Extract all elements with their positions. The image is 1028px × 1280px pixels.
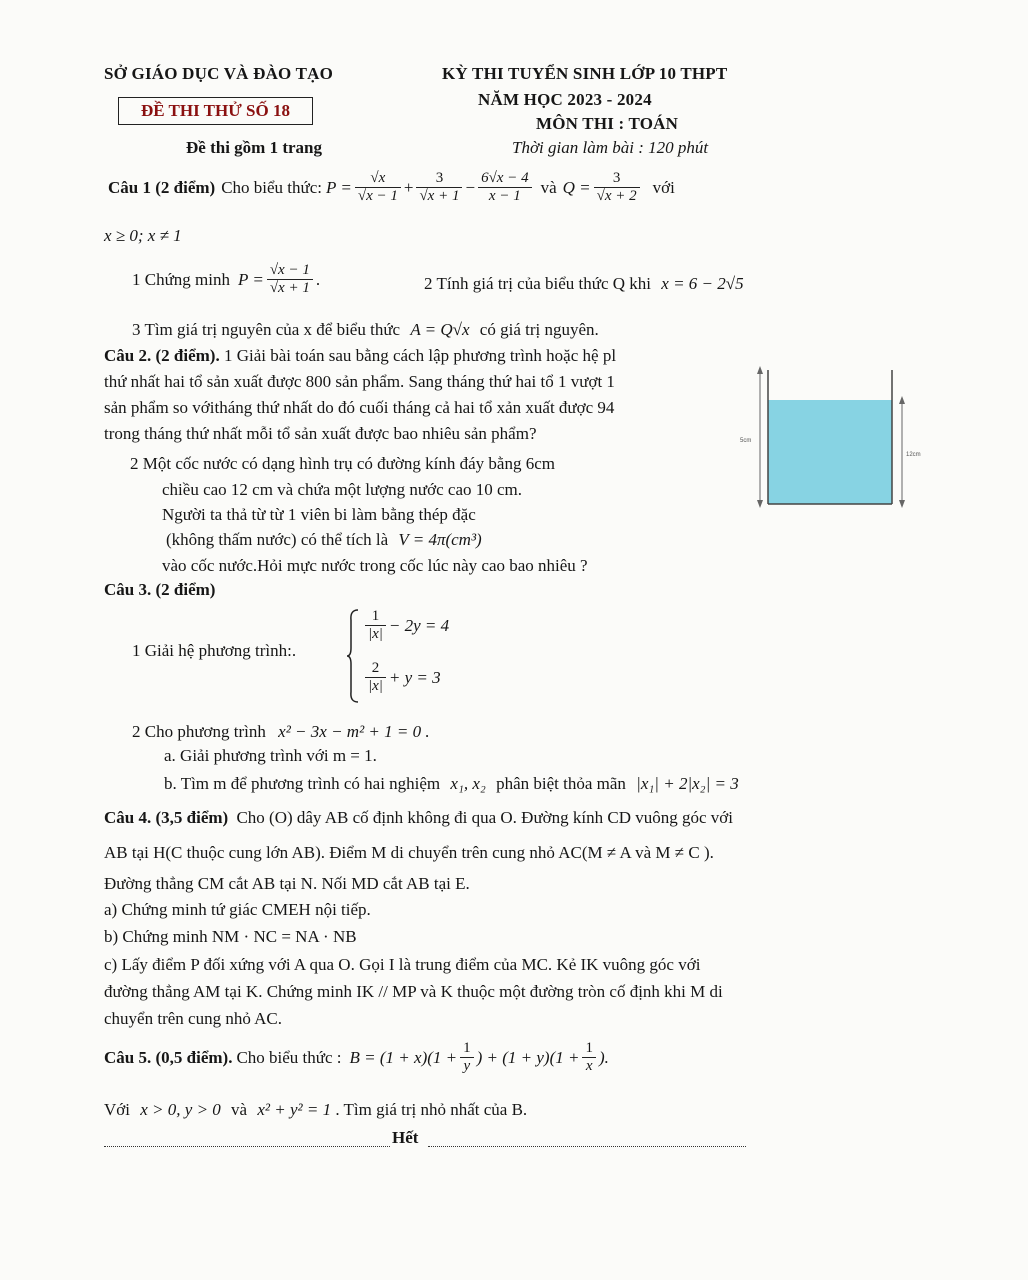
pages-note: Đề thi gồm 1 trang — [186, 138, 322, 157]
p-term-1: $\frac{√x}{√x - 1}$ — [355, 170, 401, 205]
q2-line1 — [104, 346, 616, 366]
q2-part2-line5: vào cốc nước.Hỏi mực nước trong cốc lúc này cao bao nhiêu ? — [162, 556, 588, 575]
q3-system — [346, 608, 506, 704]
q3-part2-a: a. Giải phương trình với m = 1. — [164, 746, 377, 765]
q4-line3: Đường thẳng CM cắt AB tại N. Nối MD cắt AB tại E. — [104, 874, 470, 893]
p-lhs: P = — [326, 177, 352, 197]
q4-line1 — [104, 808, 733, 828]
q5-expr-a: B = (1 + x)(1 + — [349, 1047, 458, 1067]
brace-icon — [346, 608, 360, 704]
q5-intro: Cho biểu thức : — [236, 1047, 342, 1067]
q1-expression-line: Câu 1 (2 điểm) Cho biểu thức: P = $\frac{√x}{√x - 1}$ + $\frac{3}{√x + 1}$ − $\frac{6√x - 4}{x - 1}$ và Q = $\frac{3}{√x + 2}$ với — [108, 170, 675, 204]
q4-part-a: a) Chứng minh tứ giác CMEH nội tiếp. — [104, 900, 371, 919]
end-marker: Hết — [392, 1128, 419, 1147]
q4-line1-text: Cho (O) dây AB cố định không đi qua O. Đường kính CD vuông góc với — [236, 808, 734, 827]
q1-part3-text: 3 Tìm giá trị nguyên của x để biểu thức — [132, 320, 401, 339]
subject: MÔN THI : TOÁN — [536, 114, 679, 133]
q1-label: Câu 1 (2 điểm) — [108, 177, 216, 197]
q1-part2-math: x = 6 − 2√5 — [661, 274, 744, 293]
q2-line4: trong tháng thứ nhất mỗi tổ sản xuất được bao nhiêu sản phẩm? — [104, 424, 537, 443]
q1-part1-lhs: P = — [238, 269, 264, 289]
q1-part3-end: có giá trị nguyên. — [479, 320, 599, 339]
and-word: và — [540, 177, 557, 197]
q1-condition: x ≥ 0; x ≠ 1 — [104, 226, 182, 245]
q5-line2-c: . Tìm giá trị nhỏ nhất của B. — [335, 1100, 528, 1119]
q1-intro: Cho biểu thức: — [221, 177, 323, 197]
arrow-head-down-icon — [757, 500, 763, 508]
q2-line1-text: 1 Giải bài toán sau bằng cách lập phương trình hoặc hệ pl — [223, 346, 617, 365]
q1-part1-fraction: $\frac{√x - 1}{√x + 1}$ — [267, 262, 313, 297]
q4-part-c-line3: chuyển trên cung nhỏ AC. — [104, 1009, 282, 1028]
arrow-head-down-icon — [899, 500, 905, 508]
q2-part2-line4-text: (không thấm nước) có thể tích là — [166, 530, 389, 549]
q3-part2-b — [164, 774, 739, 794]
q3-eq2: $\frac{2}{|x|}$ + y = 3 — [362, 660, 441, 695]
q5-line2-a: Với — [104, 1100, 130, 1119]
q3-eq1: $\frac{1}{|x|}$ − 2y = 4 — [362, 608, 449, 643]
q4-part-c-line2: đường thẳng AM tại K. Chứng minh IK // MP và K thuộc một đường tròn cố định khi M di — [104, 982, 723, 1001]
q1-part3-math: A = Q√x — [410, 320, 470, 339]
department-title: SỞ GIÁO DỤC VÀ ĐÀO TẠO — [104, 64, 334, 83]
q1-part3 — [132, 320, 599, 340]
q2-volume: V = 4π(cm³) — [398, 530, 482, 549]
q-term: $\frac{3}{√x + 2}$ — [594, 170, 640, 205]
q5-expr-c: ). — [598, 1047, 609, 1067]
q5-label: Câu 5. (0,5 điểm). — [104, 1047, 233, 1067]
end-dots-left — [104, 1146, 390, 1147]
school-year: NĂM HỌC 2023 - 2024 — [478, 90, 652, 109]
with-word: với — [652, 177, 675, 197]
p-term-3: $\frac{6√x - 4}{x - 1}$ — [478, 170, 532, 205]
q1-part1: 1 Chứng minh P = $\frac{√x - 1}{√x + 1}$ . — [132, 262, 321, 296]
q2-line2: thứ nhất hai tổ sản xuất được 800 sản phẩm. Sang tháng thứ hai tổ 1 vượt 1 — [104, 372, 615, 391]
q3-part1-text: 1 Giải hệ phương trình:. — [132, 641, 297, 660]
q3-part2-text: 2 Cho phương trình — [132, 722, 266, 741]
q2-part2-line2: chiều cao 12 cm và chứa một lượng nước cao 10 cm. — [162, 480, 523, 499]
q5-domain: x > 0, y > 0 — [140, 1100, 221, 1119]
q4-part-c-line1: c) Lấy điểm P đối xứng với A qua O. Gọi I là trung điểm của MC. Kẻ IK vuông góc với — [104, 955, 701, 974]
water-fill — [768, 400, 892, 504]
q5-line2 — [104, 1100, 527, 1120]
q3-part2-eq: x² − 3x − m² + 1 = 0 . — [278, 722, 430, 741]
q2-label: Câu 2. (2 điểm). — [104, 346, 220, 365]
q5-frac-1: $\frac{1}{y}$ — [460, 1040, 474, 1075]
exam-title: KỲ THI TUYỂN SINH LỚP 10 THPT — [442, 64, 728, 83]
arrow-head-up-icon — [899, 396, 905, 404]
q4-line2: AB tại H(C thuộc cung lớn AB). Điểm M di chuyển trên cung nhỏ AC(M ≠ A và M ≠ C ). — [104, 843, 714, 862]
water-cup-figure — [740, 364, 930, 514]
q3-condition: |x₁| + 2|x₂| = 3 — [636, 774, 739, 793]
q5-frac-2: $\frac{1}{x}$ — [582, 1040, 596, 1075]
q4-part-b: b) Chứng minh NM · NC = NA · NB — [104, 927, 357, 946]
q2-part2-line4 — [166, 530, 482, 550]
q3-part2 — [132, 722, 430, 742]
end-dots-right — [428, 1146, 746, 1147]
arrow-head-up-icon — [757, 366, 763, 374]
q1-part2-text: 2 Tính giá trị của biểu thức Q khi — [424, 274, 652, 293]
exam-badge: ĐỀ THI THỬ SỐ 18 — [118, 97, 313, 125]
q-lhs: Q = — [562, 177, 591, 197]
q3-roots: x₁, x₂ — [450, 774, 486, 793]
q1-part2 — [424, 274, 744, 294]
q5-line1 — [104, 1040, 609, 1075]
p-term-2: $\frac{3}{√x + 1}$ — [416, 170, 462, 205]
time-limit: Thời gian làm bài : 120 phút — [512, 138, 709, 157]
q1-part1-text: 1 Chứng minh — [132, 269, 230, 289]
q3-part2-b-text2: phân biệt thỏa mãn — [496, 774, 626, 793]
q2-part2-line3: Người ta thả từ từ 1 viên bi làm bằng thép đặc — [162, 505, 476, 524]
q5-expr-b: ) + (1 + y)(1 + — [476, 1047, 580, 1067]
q3-label: Câu 3. (2 điểm) — [104, 580, 216, 599]
cup-label-right: 12cm — [906, 452, 921, 458]
cup-label-left: 5cm — [740, 438, 752, 444]
q4-label: Câu 4. (3,5 điểm) — [104, 808, 229, 827]
q2-part2-line1: 2 Một cốc nước có dạng hình trụ có đường kính đáy bằng 6cm — [130, 454, 555, 473]
q2-line3: sản phẩm so vớitháng thứ nhất do đó cuối tháng cả hai tổ xản xuất được 94 — [104, 398, 615, 417]
q3-part2-b-text: b. Tìm m để phương trình có hai nghiệm — [164, 774, 441, 793]
q5-line2-b: và — [231, 1100, 248, 1119]
q5-constraint: x² + y² = 1 — [257, 1100, 332, 1119]
